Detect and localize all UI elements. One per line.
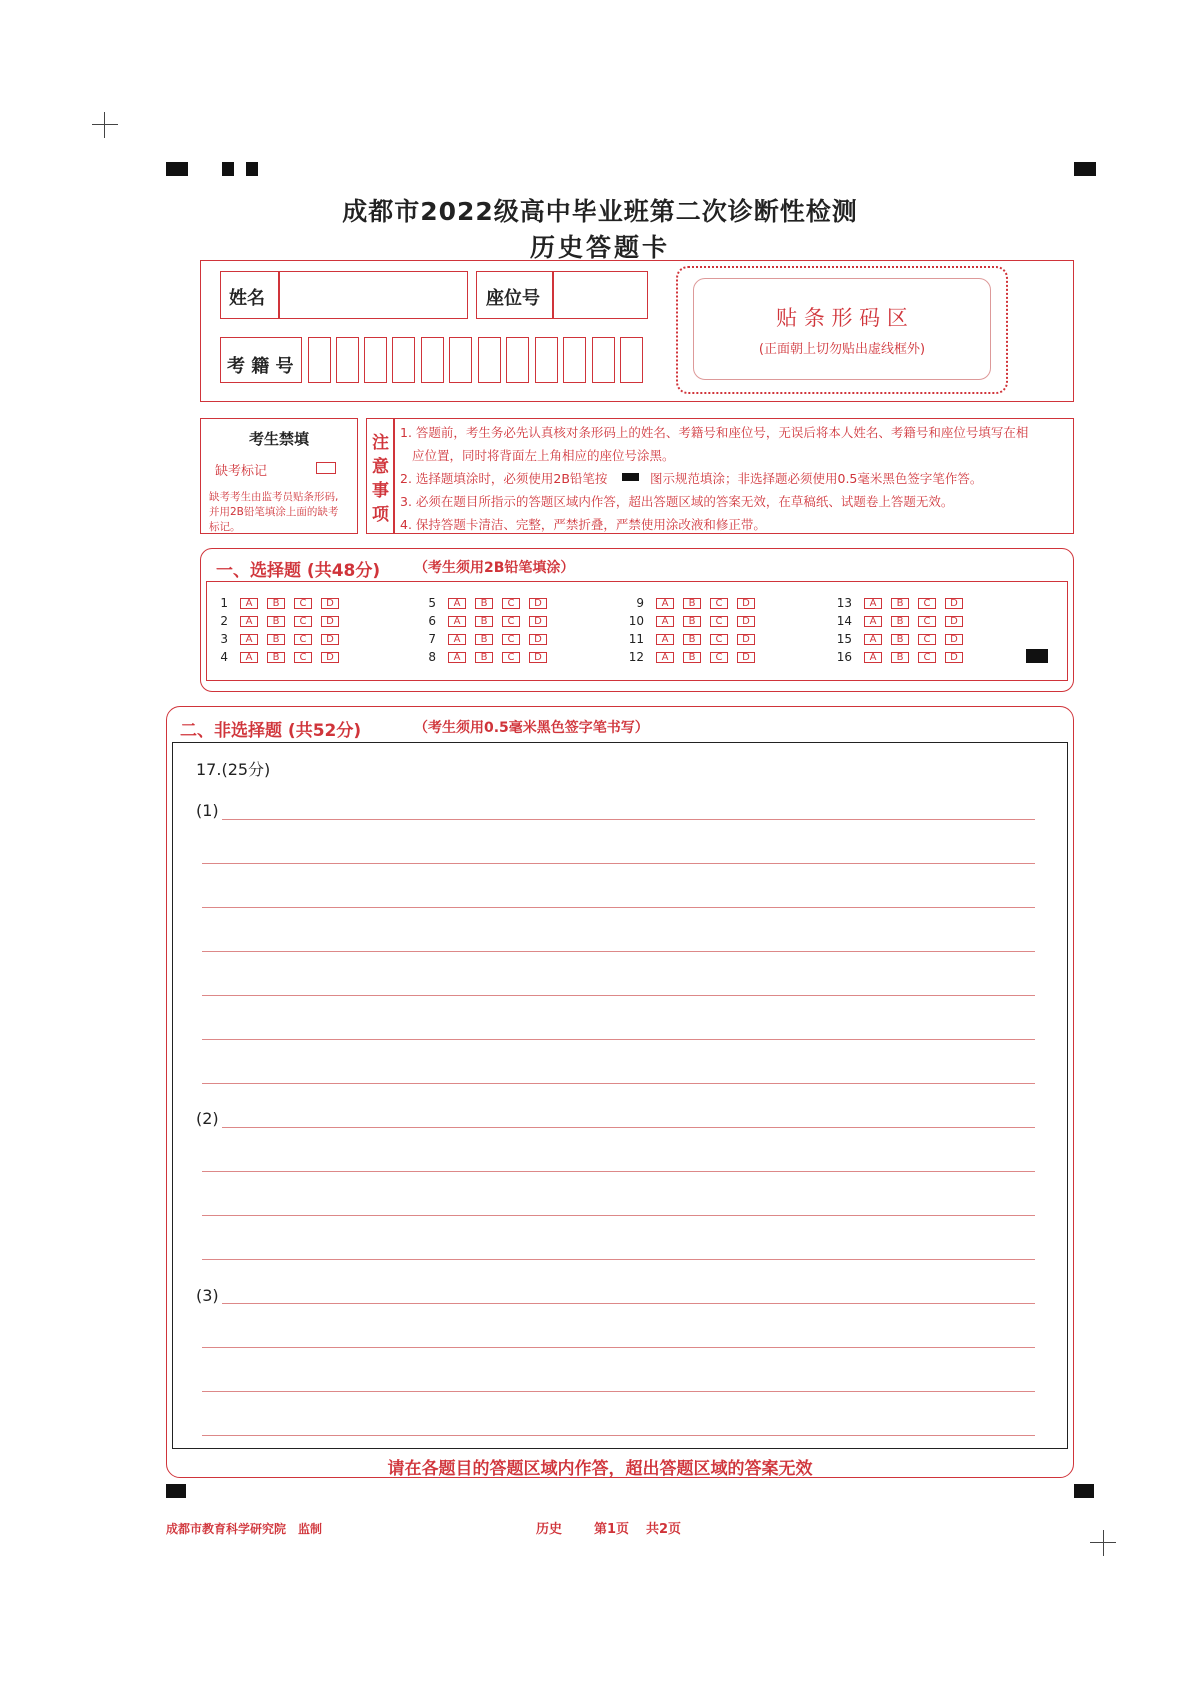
question-number: 2 [220,614,228,628]
question-number: 10 [628,614,644,628]
question-number: 12 [628,650,644,664]
option-bubble[interactable]: B [683,616,701,627]
answer-line[interactable] [202,1391,1035,1392]
option-bubble[interactable]: D [737,616,755,627]
footer-org: 成都市教育科学研究院 监制 [166,1522,323,1536]
section2-hint: （考生须用0.5毫米黑色签字笔书写） [414,720,649,736]
answer-line[interactable] [202,1347,1035,1348]
notice-label-char: 事 [372,481,389,501]
section2-title: 二、非选择题 (共52分) [180,721,362,741]
notice-label-char: 意 [372,457,389,477]
part-label: (3) [196,1286,219,1305]
option-bubble[interactable]: D [945,598,963,609]
question-number: 15 [836,632,852,646]
fill-sample-icon [622,473,639,481]
answer-line[interactable] [202,995,1035,996]
option-bubble[interactable]: C [294,598,312,609]
absent-note: 并用2B铅笔填涂上面的缺考 [209,506,339,518]
option-bubble[interactable]: B [267,652,285,663]
notice-line: 3. 必须在题目所指示的答题区域内作答，超出答题区域的答案无效，在草稿纸、试题卷上答题无效。 [400,494,954,509]
exam-id-digit[interactable] [308,337,331,383]
page-title: 成都市2022级高中毕业班第二次诊断性检测 [342,197,858,226]
answer-line[interactable] [202,1215,1035,1216]
option-bubble[interactable]: A [448,652,466,663]
option-bubble[interactable]: A [864,598,882,609]
part-label: (2) [196,1109,219,1128]
answer-line[interactable] [202,1039,1035,1040]
option-bubble[interactable]: A [448,598,466,609]
notice-line: 2. 选择题填涂时，必须使用2B铅笔按 [400,471,608,486]
option-bubble[interactable]: D [737,598,755,609]
option-bubble[interactable]: C [502,634,520,645]
exam-id-digit[interactable] [535,337,558,383]
question-number: 14 [836,614,852,628]
option-bubble[interactable]: D [321,598,339,609]
barcode-note: (正面朝上切勿贴出虚线框外) [758,342,926,357]
position-mark [1074,162,1096,176]
option-bubble[interactable]: D [945,634,963,645]
crop-mark-bottom-right-v [1103,1530,1104,1556]
option-bubble[interactable]: A [864,634,882,645]
option-bubble[interactable]: C [294,634,312,645]
option-bubble[interactable]: B [475,616,493,627]
notice-line: 图示规范填涂；非选择题必须使用0.5毫米黑色签字笔作答。 [650,471,983,486]
answer-area[interactable] [172,742,1068,1449]
exam-id-digit[interactable] [620,337,643,383]
option-bubble[interactable]: B [891,634,909,645]
question-number: 5 [428,596,436,610]
exam-id-digit[interactable] [478,337,501,383]
absent-note: 缺考考生由监考员贴条形码, [209,491,339,503]
answer-line[interactable] [222,1127,1035,1128]
option-bubble[interactable]: D [529,634,547,645]
absent-note: 标记。 [209,521,241,533]
position-mark [166,162,188,176]
exam-id-label: 考 籍 号 [227,356,294,377]
option-bubble[interactable]: A [864,652,882,663]
seat-field-divider [552,271,554,319]
name-field-divider [278,271,280,319]
footer-page: 第1页 [594,1522,630,1537]
question-number: 7 [428,632,436,646]
answer-line[interactable] [202,1171,1035,1172]
option-bubble[interactable]: C [918,652,936,663]
page-subtitle: 历史答题卡 [529,233,670,262]
option-bubble[interactable]: C [502,652,520,663]
option-bubble[interactable]: B [891,652,909,663]
barcode-title: 贴 条 形 码 区 [776,306,908,330]
question-number: 11 [628,632,644,646]
answer-line[interactable] [202,1259,1035,1260]
exam-id-digit[interactable] [421,337,444,383]
exam-id-digit[interactable] [592,337,615,383]
section1-hint: （考生须用2B铅笔填涂） [414,560,575,576]
option-bubble[interactable]: C [294,652,312,663]
name-label: 姓名 [229,288,265,309]
question-number: 3 [220,632,228,646]
absent-mark-box[interactable] [316,462,336,474]
option-bubble[interactable]: B [475,652,493,663]
option-bubble[interactable]: A [656,616,674,627]
absent-mark-label: 缺考标记 [215,464,268,479]
option-bubble[interactable]: D [321,616,339,627]
exam-id-digit[interactable] [506,337,529,383]
option-bubble[interactable]: D [945,652,963,663]
question-label: 17.(25分) [196,760,271,779]
option-bubble[interactable]: D [321,652,339,663]
absent-title: 考生禁填 [248,430,309,448]
question-number: 13 [836,596,852,610]
question-number: 16 [836,650,852,664]
option-bubble[interactable]: A [240,634,258,645]
crop-mark-top-left-v [104,112,105,138]
question-number: 4 [220,650,228,664]
question-number: 1 [220,596,228,610]
crop-mark-top-left [92,124,118,125]
option-bubble[interactable]: C [918,598,936,609]
option-bubble[interactable]: C [502,598,520,609]
question-number: 8 [428,650,436,664]
option-bubble[interactable]: D [321,634,339,645]
option-bubble[interactable]: C [710,598,728,609]
option-bubble[interactable]: A [448,634,466,645]
option-bubble[interactable]: A [240,616,258,627]
option-bubble[interactable]: D [945,616,963,627]
notice-line: 1. 答题前，考生务必先认真核对条形码上的姓名、考籍号和座位号，无误后将本人姓名、考籍号和座位号填写在相 [400,425,1029,440]
option-bubble[interactable]: B [475,634,493,645]
answer-line[interactable] [202,1435,1035,1436]
option-bubble[interactable]: C [918,616,936,627]
exam-id-digit[interactable] [563,337,586,383]
option-bubble[interactable]: A [240,652,258,663]
seat-label: 座位号 [486,288,540,309]
position-mark [166,1484,186,1498]
question-number: 6 [428,614,436,628]
position-mark [246,162,258,176]
option-bubble[interactable]: A [656,634,674,645]
part-label: (1) [196,801,219,820]
answer-line[interactable] [202,863,1035,864]
notice-label-divider [393,418,395,534]
exam-id-digit[interactable] [336,337,359,383]
option-bubble[interactable]: B [267,616,285,627]
answer-line[interactable] [222,1303,1035,1304]
option-bubble[interactable]: D [737,652,755,663]
option-bubble[interactable]: D [737,634,755,645]
option-bubble[interactable]: C [502,616,520,627]
exam-id-digit[interactable] [364,337,387,383]
option-bubble[interactable]: B [891,598,909,609]
notice-label-char: 项 [372,505,389,525]
option-bubble[interactable]: A [656,652,674,663]
option-bubble[interactable]: A [864,616,882,627]
option-bubble[interactable]: D [529,616,547,627]
option-bubble[interactable]: B [683,652,701,663]
section1-title: 一、选择题 (共48分) [216,561,381,581]
answer-line[interactable] [202,1083,1035,1084]
option-bubble[interactable]: C [294,616,312,627]
option-bubble[interactable]: C [710,616,728,627]
section2-warning: 请在各题目的答题区域内作答，超出答题区域的答案无效 [387,1459,813,1479]
position-mark [222,162,234,176]
answer-line[interactable] [202,907,1035,908]
option-bubble[interactable]: B [683,598,701,609]
footer-total: 共2页 [646,1522,682,1537]
option-bubble[interactable]: B [891,616,909,627]
option-bubble[interactable]: A [656,598,674,609]
option-bubble[interactable]: C [918,634,936,645]
notice-line: 4. 保持答题卡清洁、完整，严禁折叠，严禁使用涂改液和修正带。 [400,517,766,532]
footer-subject: 历史 [536,1522,563,1537]
question-number: 9 [636,596,644,610]
option-bubble[interactable]: A [240,598,258,609]
position-mark [1074,1484,1094,1498]
option-bubble[interactable]: C [710,634,728,645]
answer-line[interactable] [202,951,1035,952]
notice-label-char: 注 [372,433,389,453]
answer-line[interactable] [222,819,1035,820]
option-bubble[interactable]: D [529,598,547,609]
option-bubble[interactable]: B [475,598,493,609]
exam-id-digit[interactable] [392,337,415,383]
option-bubble[interactable]: C [710,652,728,663]
notice-line: 应位置，同时将背面左上角相应的座位号涂黑。 [412,448,675,463]
option-bubble[interactable]: B [267,634,285,645]
option-bubble[interactable]: B [267,598,285,609]
option-bubble[interactable]: B [683,634,701,645]
option-bubble[interactable]: A [448,616,466,627]
exam-id-digit[interactable] [449,337,472,383]
option-bubble[interactable]: D [529,652,547,663]
